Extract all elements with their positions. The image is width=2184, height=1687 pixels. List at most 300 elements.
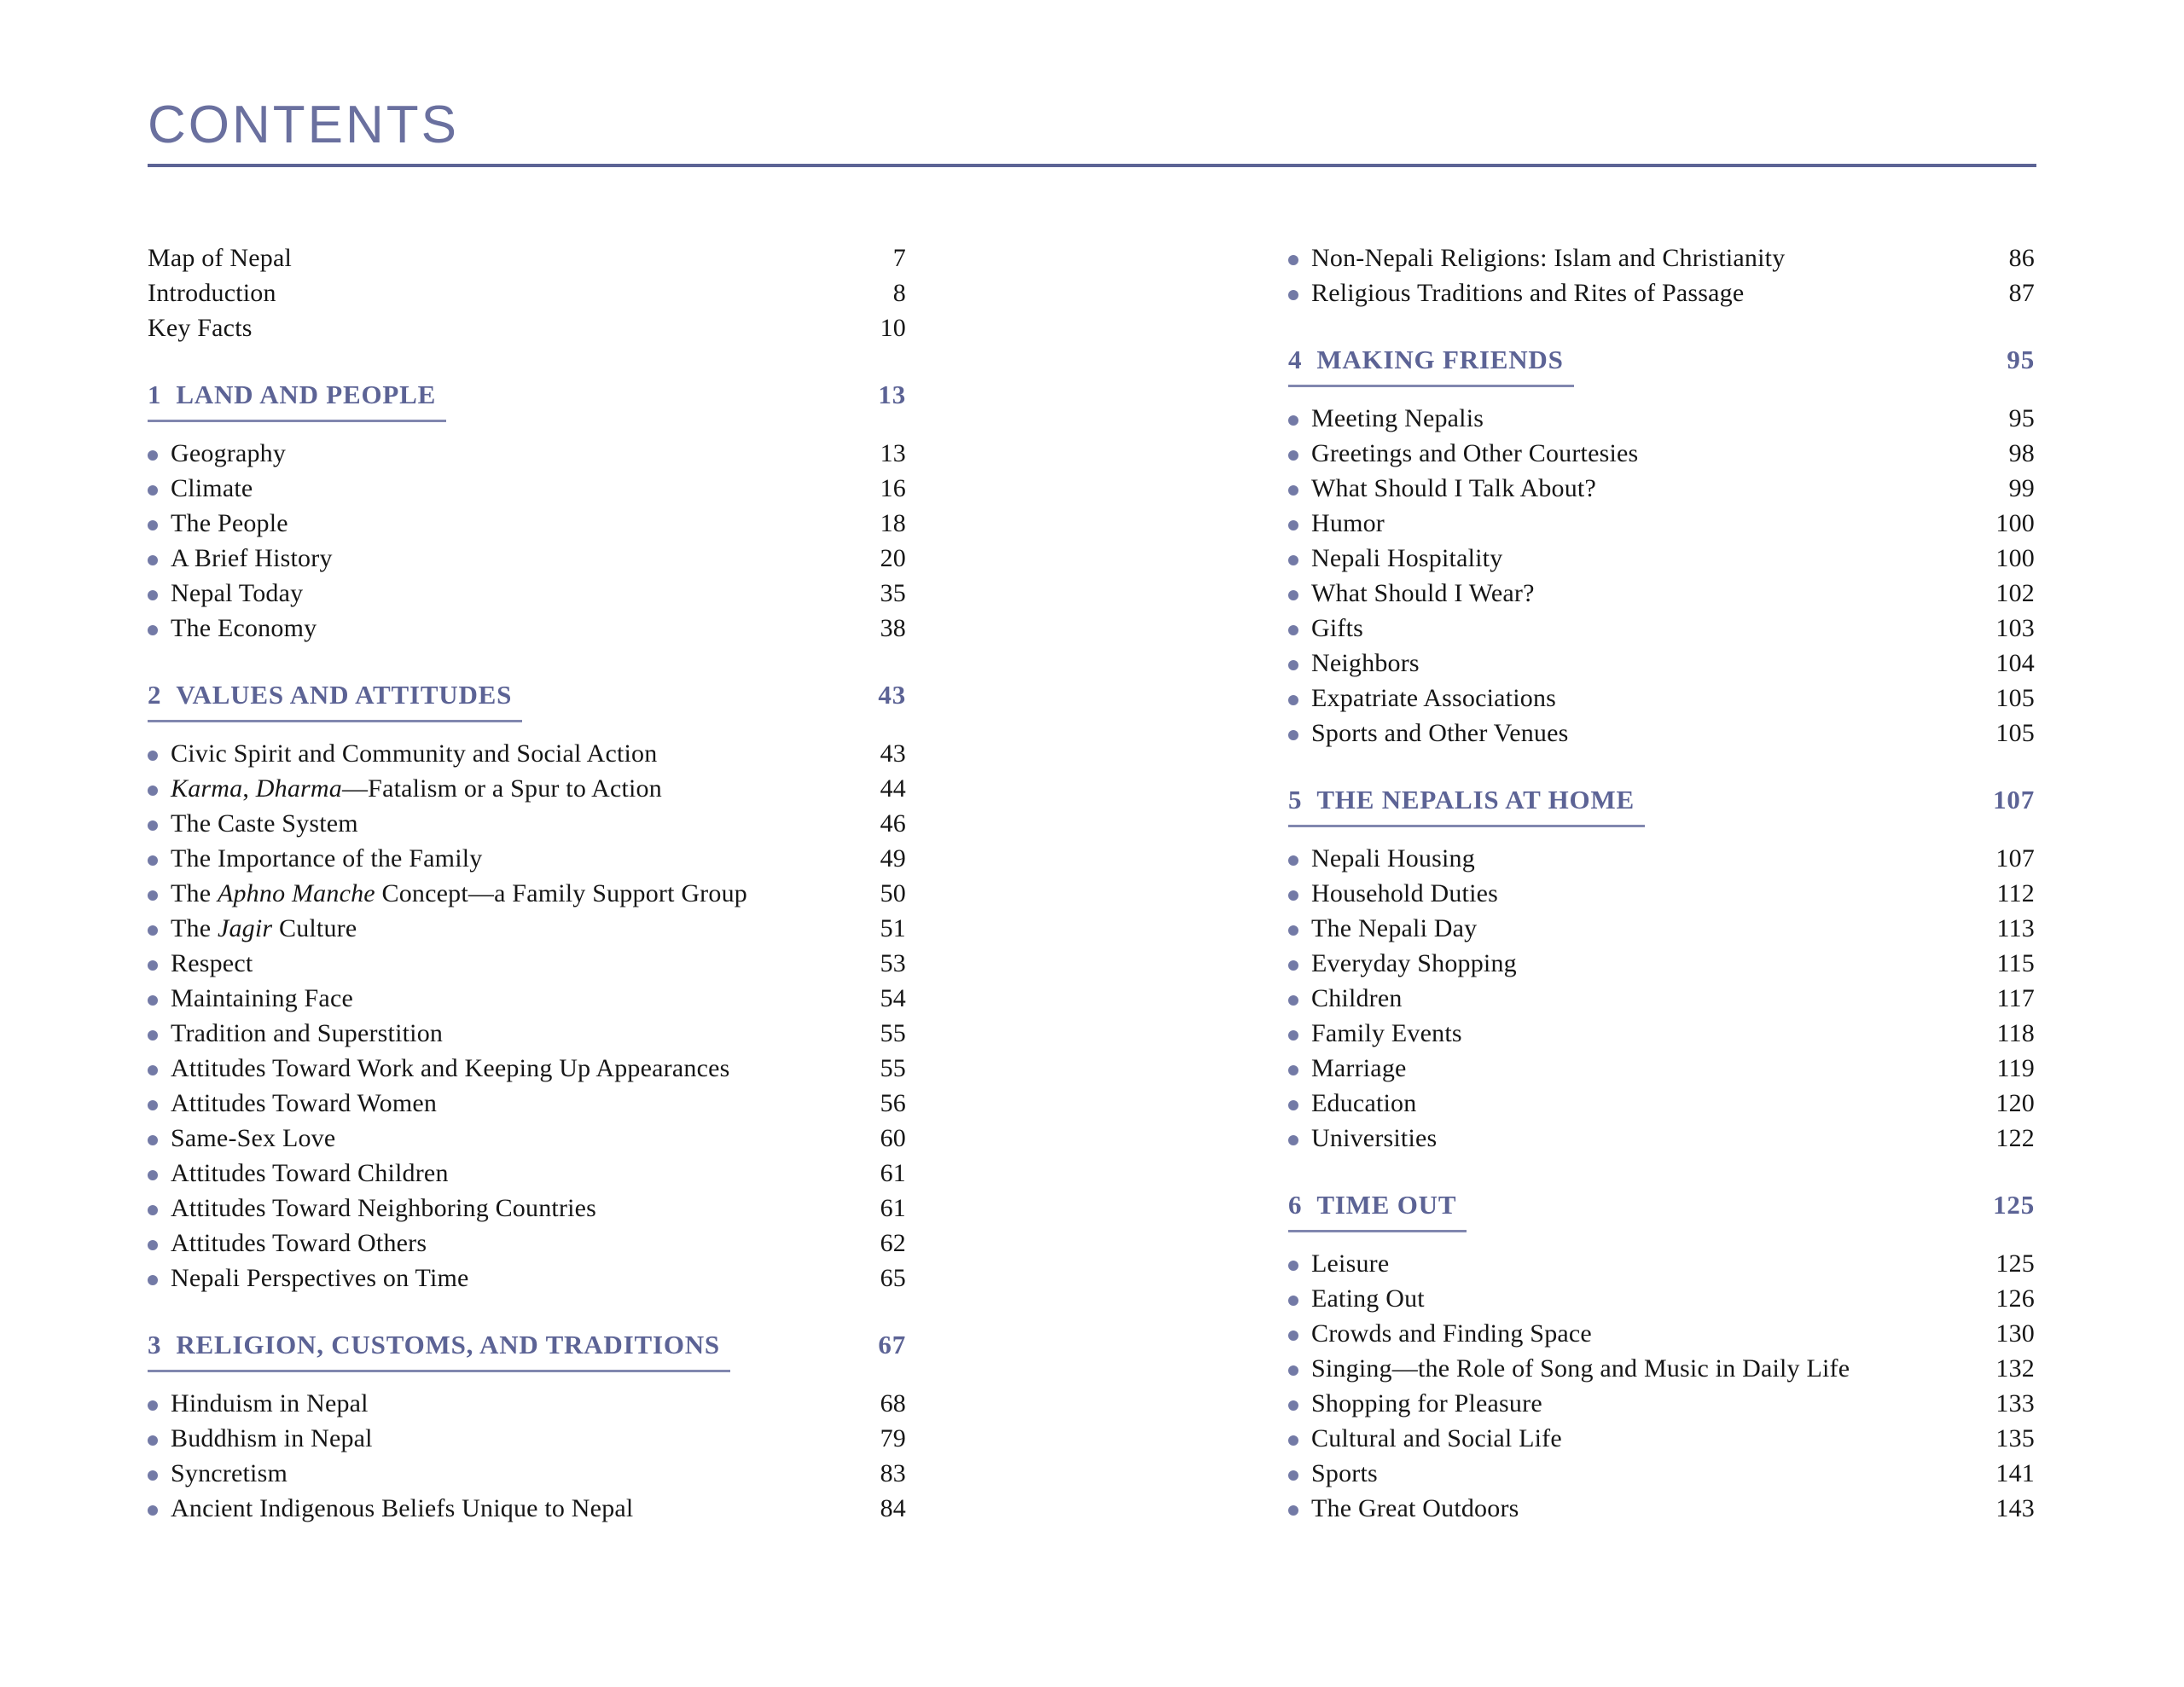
toc-entry[interactable]: [148, 1016, 906, 1051]
toc-entry-label-text: What Should I Talk About?: [1311, 474, 1596, 502]
section-heading[interactable]: [148, 677, 906, 722]
toc-entry[interactable]: [148, 576, 906, 611]
toc-entry-label: [1311, 1456, 1984, 1491]
toc-entry-label-text: Universities: [1311, 1124, 1438, 1152]
toc-entry-label-text: Nepali Hospitality: [1311, 544, 1503, 572]
toc-entry-page: 46: [880, 809, 906, 838]
toc-entry-label-text: The Great Outdoors: [1311, 1494, 1519, 1522]
bullet-icon: [148, 1470, 158, 1481]
toc-entry-page: 113: [1996, 914, 2035, 942]
toc-entry-label: [171, 1156, 868, 1191]
toc-entry-page: 61: [880, 1159, 906, 1187]
toc-entry-label-text: Ancient Indigenous Beliefs Unique to Nepal: [171, 1494, 634, 1522]
bullet-icon: [1288, 995, 1298, 1006]
toc-entry-page: 20: [880, 544, 906, 572]
toc-entry-label: [1311, 471, 1997, 506]
toc-entry-label: [1311, 946, 1985, 981]
toc-entry-label-text: Geography: [171, 439, 287, 467]
toc-entry[interactable]: [1288, 876, 2035, 911]
bullet-icon: [1288, 590, 1298, 600]
toc-entry-label-text: Singing—the Role of Song and Music in Daily Life: [1311, 1354, 1850, 1383]
toc-entry-label-text: Nepali Perspectives on Time: [171, 1264, 469, 1292]
toc-entry-label-text: Eating Out: [1311, 1284, 1425, 1313]
toc-entry-page: 86: [2008, 244, 2035, 272]
toc-entry-page: 43: [880, 739, 906, 768]
toc-entry-page: 119: [1996, 1054, 2035, 1082]
toc-entry-label-text: Respect: [171, 949, 253, 977]
toc-entry-label: [1311, 1246, 1984, 1281]
toc-entry[interactable]: [148, 471, 906, 506]
toc-entry-label-text: Household Duties: [1311, 879, 1499, 907]
toc-entry-label-text: Climate: [171, 474, 253, 502]
toc-entry-label: [171, 1421, 868, 1456]
toc-entry[interactable]: [148, 946, 906, 981]
toc-entry[interactable]: [148, 841, 906, 876]
toc-entry-label: [171, 1456, 868, 1491]
toc-entry[interactable]: [1288, 1121, 2035, 1156]
toc-entry-label: [171, 946, 868, 981]
toc-entry-page: 50: [880, 879, 906, 907]
toc-entry-label: [171, 736, 868, 771]
bullet-icon: [1288, 255, 1298, 265]
toc-entry-label: [148, 241, 881, 275]
section-title-underline: [1288, 782, 1645, 827]
toc-entry[interactable]: [148, 541, 906, 576]
toc-entry[interactable]: [148, 876, 906, 911]
toc-entry-label: [1311, 876, 1985, 911]
toc-entry-label: [171, 1051, 868, 1086]
toc-entry-label-italic: Karma: [171, 774, 243, 803]
toc-entry[interactable]: [148, 275, 906, 310]
toc-entry-label-text: Meeting Nepalis: [1311, 404, 1484, 432]
toc-entry-label-text: Nepal Today: [171, 579, 304, 607]
toc-entry[interactable]: [148, 1421, 906, 1456]
toc-entry-label: [171, 541, 868, 576]
toc-entry-label-italic: Aphno Manche: [217, 879, 375, 907]
toc-entry[interactable]: [148, 1121, 906, 1156]
toc-entry[interactable]: [1288, 981, 2035, 1016]
toc-entry-label-text: The Importance of the Family: [171, 844, 483, 872]
bullet-icon: [148, 751, 158, 761]
section-title-underline: [148, 677, 522, 722]
toc-entry-page: 83: [880, 1459, 906, 1487]
toc-entry-label: [1311, 1386, 1984, 1421]
bullet-icon: [1288, 960, 1298, 971]
toc-entry-page: 49: [880, 844, 906, 872]
toc-entry-label: [1311, 1351, 1984, 1386]
bullet-icon: [1288, 1261, 1298, 1271]
toc-section: [148, 377, 906, 646]
toc-entry[interactable]: [148, 1386, 906, 1421]
bullet-icon: [1288, 1330, 1298, 1341]
bullet-icon: [148, 960, 158, 971]
bullet-icon: [1288, 450, 1298, 461]
toc-entry-page: 44: [880, 774, 906, 803]
toc-entry[interactable]: [148, 806, 906, 841]
bullet-icon: [1288, 855, 1298, 866]
section-heading[interactable]: [148, 377, 906, 422]
toc-column-left: [148, 241, 906, 1526]
toc-entry-label: [171, 611, 868, 646]
section-items: [1288, 401, 2035, 751]
toc-entry[interactable]: [1288, 471, 2035, 506]
toc-entry-label: [1311, 1086, 1984, 1121]
toc-entry-label: [171, 771, 868, 806]
toc-entry-label-text: Family Events: [1311, 1019, 1462, 1047]
toc-section: [1288, 1187, 2035, 1526]
bullet-icon: [148, 820, 158, 831]
toc-entry-page: 126: [1995, 1284, 2035, 1313]
toc-entry-label: [1311, 436, 1997, 471]
toc-entry-label: [171, 471, 868, 506]
toc-entry-label-text: Introduction: [148, 279, 276, 307]
toc-entry-page: 55: [880, 1054, 906, 1082]
toc-entry-label-text: Tradition and Superstition: [171, 1019, 444, 1047]
toc-entry-page: 18: [880, 509, 906, 537]
toc-entry-label-text: Humor: [1311, 509, 1385, 537]
toc-entry-page: 35: [880, 579, 906, 607]
section-number: 2: [148, 680, 162, 710]
toc-entry-label-text: A Brief History: [171, 544, 333, 572]
toc-entry[interactable]: [1288, 1351, 2035, 1386]
toc-entry[interactable]: [1288, 1016, 2035, 1051]
toc-front-block: [1288, 241, 2035, 310]
toc-entry[interactable]: [148, 911, 906, 946]
bullet-icon: [148, 1275, 158, 1285]
toc-entry[interactable]: [1288, 506, 2035, 541]
bullet-icon: [1288, 520, 1298, 530]
toc-entry-label-text: Hinduism in Nepal: [171, 1389, 369, 1417]
toc-entry-label: [1311, 541, 1984, 576]
toc-entry-page: 79: [880, 1424, 906, 1452]
toc-section: [1288, 342, 2035, 751]
toc-entry[interactable]: [1288, 1421, 2035, 1456]
toc-entry[interactable]: [1288, 946, 2035, 981]
toc-entry-page: 117: [1996, 984, 2035, 1012]
toc-entry-page: 10: [880, 314, 906, 342]
toc-entry-label-text: Everyday Shopping: [1311, 949, 1517, 977]
toc-entry-label-text: What Should I Wear?: [1311, 579, 1535, 607]
toc-entry-label-text: Attitudes Toward Work and Keeping Up Appearances: [171, 1054, 730, 1082]
toc-entry-label-text: ,: [242, 774, 256, 803]
toc-entry-label-text: Non-Nepali Religions: Islam and Christianity: [1311, 244, 1786, 272]
toc-entry[interactable]: [1288, 1316, 2035, 1351]
toc-entry-page: 135: [1995, 1424, 2035, 1452]
bullet-icon: [1288, 485, 1298, 496]
toc-entry[interactable]: [1288, 401, 2035, 436]
toc-entry-label: [171, 436, 868, 471]
toc-entry-label-text: Key Facts: [148, 314, 253, 342]
toc-entry-label: [1311, 841, 1984, 876]
toc-entry-page: 105: [1995, 684, 2035, 712]
bullet-icon: [148, 1100, 158, 1110]
bullet-icon: [1288, 660, 1298, 670]
toc-entry-label-text: Shopping for Pleasure: [1311, 1389, 1542, 1417]
toc-entry-label: [171, 1121, 868, 1156]
toc-entry-label-text: The: [171, 914, 218, 942]
toc-section: [148, 1327, 906, 1526]
section-number: 3: [148, 1330, 162, 1359]
toc-entry-page: 87: [2008, 279, 2035, 307]
toc-section: [1288, 782, 2035, 1156]
toc-entry[interactable]: [148, 241, 906, 275]
toc-entry-label-text: —Fatalism or a Spur to Action: [341, 774, 662, 803]
bullet-icon: [1288, 1135, 1298, 1145]
toc-entry-label: [171, 506, 868, 541]
toc-entry-label: [171, 1191, 868, 1226]
toc-entry[interactable]: [148, 611, 906, 646]
section-heading[interactable]: [1288, 782, 2035, 827]
page-title: CONTENTS: [148, 96, 459, 154]
bullet-icon: [148, 995, 158, 1006]
bullet-icon: [148, 590, 158, 600]
toc-entry-label: [1311, 646, 1984, 681]
bullet-icon: [148, 1435, 158, 1446]
toc-entry-page: 38: [880, 614, 906, 642]
bullet-icon: [148, 450, 158, 461]
toc-entry-page: 13: [880, 439, 906, 467]
section-title-underline: [148, 377, 446, 422]
bullet-icon: [148, 1065, 158, 1075]
toc-entry-label: [1311, 981, 1985, 1016]
toc-entry-label: [171, 911, 868, 946]
toc-entry[interactable]: [148, 736, 906, 771]
section-page: 43: [878, 680, 906, 710]
toc-entry-label-text: Cultural and Social Life: [1311, 1424, 1562, 1452]
toc-entry-label-italic: Dharma: [255, 774, 342, 803]
toc-entry[interactable]: [1288, 611, 2035, 646]
bullet-icon: [1288, 925, 1298, 936]
toc-entry[interactable]: [1288, 275, 2035, 310]
toc-entry-label: [1311, 1051, 1985, 1086]
section-heading[interactable]: [148, 1327, 906, 1372]
toc-entry[interactable]: [1288, 646, 2035, 681]
toc-entry-label-text: The Caste System: [171, 809, 358, 838]
toc-entry-label-text: Civic Spirit and Community and Social Action: [171, 739, 658, 768]
toc-entry[interactable]: [148, 1156, 906, 1191]
section-title: RELIGION, CUSTOMS, AND TRADITIONS: [176, 1330, 720, 1359]
toc-entry[interactable]: [1288, 436, 2035, 471]
toc-entry-page: 103: [1995, 614, 2035, 642]
toc-entry-page: 115: [1996, 949, 2035, 977]
toc-entry-label: [171, 1016, 868, 1051]
toc-entry-label: [1311, 1421, 1984, 1456]
toc-entry[interactable]: [148, 1226, 906, 1261]
toc-entry-label-text: Expatriate Associations: [1311, 684, 1557, 712]
toc-entry-page: 8: [892, 279, 906, 307]
bullet-icon: [1288, 1065, 1298, 1075]
toc-entry-label: [1311, 1016, 1985, 1051]
toc-entry[interactable]: [1288, 1086, 2035, 1121]
toc-entry-page: 125: [1995, 1249, 2035, 1278]
toc-entry[interactable]: [1288, 576, 2035, 611]
bullet-icon: [1288, 415, 1298, 426]
toc-entry-page: 68: [880, 1389, 906, 1417]
section-title: MAKING FRIENDS: [1316, 345, 1564, 374]
bullet-icon: [1288, 1400, 1298, 1411]
section-title: LAND AND PEOPLE: [176, 380, 437, 409]
toc-entry-page: 62: [880, 1229, 906, 1257]
toc-entry[interactable]: [148, 310, 906, 345]
toc-entry-label-text: Attitudes Toward Neighboring Countries: [171, 1194, 597, 1222]
section-items: [1288, 1246, 2035, 1526]
bullet-icon: [148, 925, 158, 936]
toc-entry-page: 122: [1995, 1124, 2035, 1152]
toc-entry-page: 84: [880, 1494, 906, 1522]
bullet-icon: [148, 855, 158, 866]
section-title: THE NEPALIS AT HOME: [1316, 785, 1635, 815]
toc-entry-label: [1311, 1316, 1984, 1351]
toc-entry-page: 100: [1995, 509, 2035, 537]
bullet-icon: [1288, 695, 1298, 705]
toc-section: [148, 677, 906, 1296]
toc-entry-page: 104: [1995, 649, 2035, 677]
section-page: 13: [878, 380, 906, 409]
toc-entry-label-text: Children: [1311, 984, 1403, 1012]
toc-entry[interactable]: [1288, 1386, 2035, 1421]
toc-entry-page: 61: [880, 1194, 906, 1222]
bullet-icon: [1288, 730, 1298, 740]
toc-entry[interactable]: [1288, 716, 2035, 751]
toc-entry-page: 130: [1995, 1319, 2035, 1348]
section-page: 125: [1993, 1190, 2035, 1220]
toc-entry-page: 112: [1996, 879, 2035, 907]
toc-entry-page: 56: [880, 1089, 906, 1117]
toc-entry[interactable]: [148, 1261, 906, 1296]
toc-entry-label-text: Nepali Housing: [1311, 844, 1475, 872]
bullet-icon: [1288, 290, 1298, 300]
toc-entry-page: 95: [2008, 404, 2035, 432]
bullet-icon: [1288, 1505, 1298, 1516]
toc-entry-page: 118: [1996, 1019, 2035, 1047]
toc-entry-label-text: The People: [171, 509, 288, 537]
toc-entry[interactable]: [148, 506, 906, 541]
toc-entry[interactable]: [148, 771, 906, 806]
bullet-icon: [1288, 1435, 1298, 1446]
bullet-icon: [1288, 555, 1298, 565]
section-number: 4: [1288, 345, 1303, 374]
toc-entry[interactable]: [148, 1086, 906, 1121]
bullet-icon: [1288, 890, 1298, 901]
toc-entry-page: 100: [1995, 544, 2035, 572]
header-rule: [148, 164, 2036, 167]
section-items: [148, 1386, 906, 1526]
toc-entry-page: 132: [1995, 1354, 2035, 1383]
bullet-icon: [148, 1135, 158, 1145]
toc-entry-label-text: Neighbors: [1311, 649, 1420, 677]
toc-entry-label-text: Maintaining Face: [171, 984, 353, 1012]
bullet-icon: [148, 1030, 158, 1041]
toc-entry-page: 65: [880, 1264, 906, 1292]
toc-entry-page: 107: [1995, 844, 2035, 872]
toc-entry-label: [1311, 401, 1997, 436]
toc-entry[interactable]: [1288, 1051, 2035, 1086]
toc-entry[interactable]: [148, 1491, 906, 1526]
toc-entry-label: [1311, 1121, 1984, 1156]
toc-entry-page: 143: [1995, 1494, 2035, 1522]
bullet-icon: [1288, 625, 1298, 635]
toc-entry[interactable]: [1288, 681, 2035, 716]
section-heading[interactable]: [1288, 1187, 2035, 1232]
toc-front-block: [148, 241, 906, 345]
bullet-icon: [148, 485, 158, 496]
bullet-icon: [148, 555, 158, 565]
toc-entry-label: [171, 981, 868, 1016]
section-title: TIME OUT: [1316, 1190, 1457, 1220]
toc-entry-label: [1311, 611, 1984, 646]
toc-entry-label-text: Same-Sex Love: [171, 1124, 336, 1152]
toc-entry[interactable]: [1288, 241, 2035, 275]
section-page: 95: [2007, 345, 2035, 374]
toc-entry[interactable]: [148, 981, 906, 1016]
section-title: VALUES AND ATTITUDES: [176, 680, 513, 710]
toc-entry-label-text: Leisure: [1311, 1249, 1390, 1278]
toc-entry-label: [171, 1386, 868, 1421]
toc-entry-label: [171, 1086, 868, 1121]
toc-entry-label: [171, 841, 868, 876]
toc-entry[interactable]: [148, 1456, 906, 1491]
toc-entry-label: [1311, 1281, 1984, 1316]
bullet-icon: [1288, 1030, 1298, 1041]
toc-entry-label: [1311, 911, 1985, 946]
toc-entry-label: [171, 1261, 868, 1296]
section-page: 107: [1993, 785, 2035, 815]
bullet-icon: [1288, 1470, 1298, 1481]
toc-entry[interactable]: [1288, 541, 2035, 576]
toc-entry[interactable]: [1288, 1491, 2035, 1526]
toc-entry-label: [171, 576, 868, 611]
toc-entry[interactable]: [1288, 1246, 2035, 1281]
toc-entry-label: [1311, 506, 1984, 541]
toc-entry-label-text: Sports: [1311, 1459, 1378, 1487]
toc-entry-label-text: The Nepali Day: [1311, 914, 1478, 942]
toc-entry-label: [171, 1491, 868, 1526]
toc-entry-label: [148, 275, 881, 310]
toc-entry-page: 51: [880, 914, 906, 942]
toc-entry-label-text: Marriage: [1311, 1054, 1407, 1082]
toc-entry-label-text: Religious Traditions and Rites of Passage: [1311, 279, 1745, 307]
toc-entry-label-text: Gifts: [1311, 614, 1363, 642]
toc-entry-label: [171, 806, 868, 841]
toc-entry[interactable]: [1288, 1456, 2035, 1491]
toc-entry-label: [1311, 241, 1997, 275]
section-number: 1: [148, 380, 162, 409]
toc-entry[interactable]: [1288, 1281, 2035, 1316]
section-heading[interactable]: [1288, 342, 2035, 387]
section-items: [148, 436, 906, 646]
toc-entry-label: [148, 310, 868, 345]
section-items: [1288, 841, 2035, 1156]
bullet-icon: [1288, 1100, 1298, 1110]
toc-entry[interactable]: [148, 1051, 906, 1086]
toc-entry-label-text: Attitudes Toward Women: [171, 1089, 438, 1117]
toc-entry-label-text: The: [171, 879, 218, 907]
toc-entry-label: [171, 1226, 868, 1261]
toc-entry[interactable]: [1288, 911, 2035, 946]
toc-entry[interactable]: [148, 436, 906, 471]
toc-entry[interactable]: [1288, 841, 2035, 876]
toc-entry-label-text: Culture: [272, 914, 357, 942]
toc-column-right: [1288, 241, 2035, 1526]
toc-entry-label-text: Syncretism: [171, 1459, 288, 1487]
toc-entry[interactable]: [148, 1191, 906, 1226]
toc-entry-label-text: Sports and Other Venues: [1311, 719, 1569, 747]
section-title-underline: [1288, 342, 1574, 387]
toc-entry-label-text: The Economy: [171, 614, 317, 642]
section-items: [148, 736, 906, 1296]
section-number: 6: [1288, 1190, 1303, 1220]
toc-entry-page: 99: [2008, 474, 2035, 502]
